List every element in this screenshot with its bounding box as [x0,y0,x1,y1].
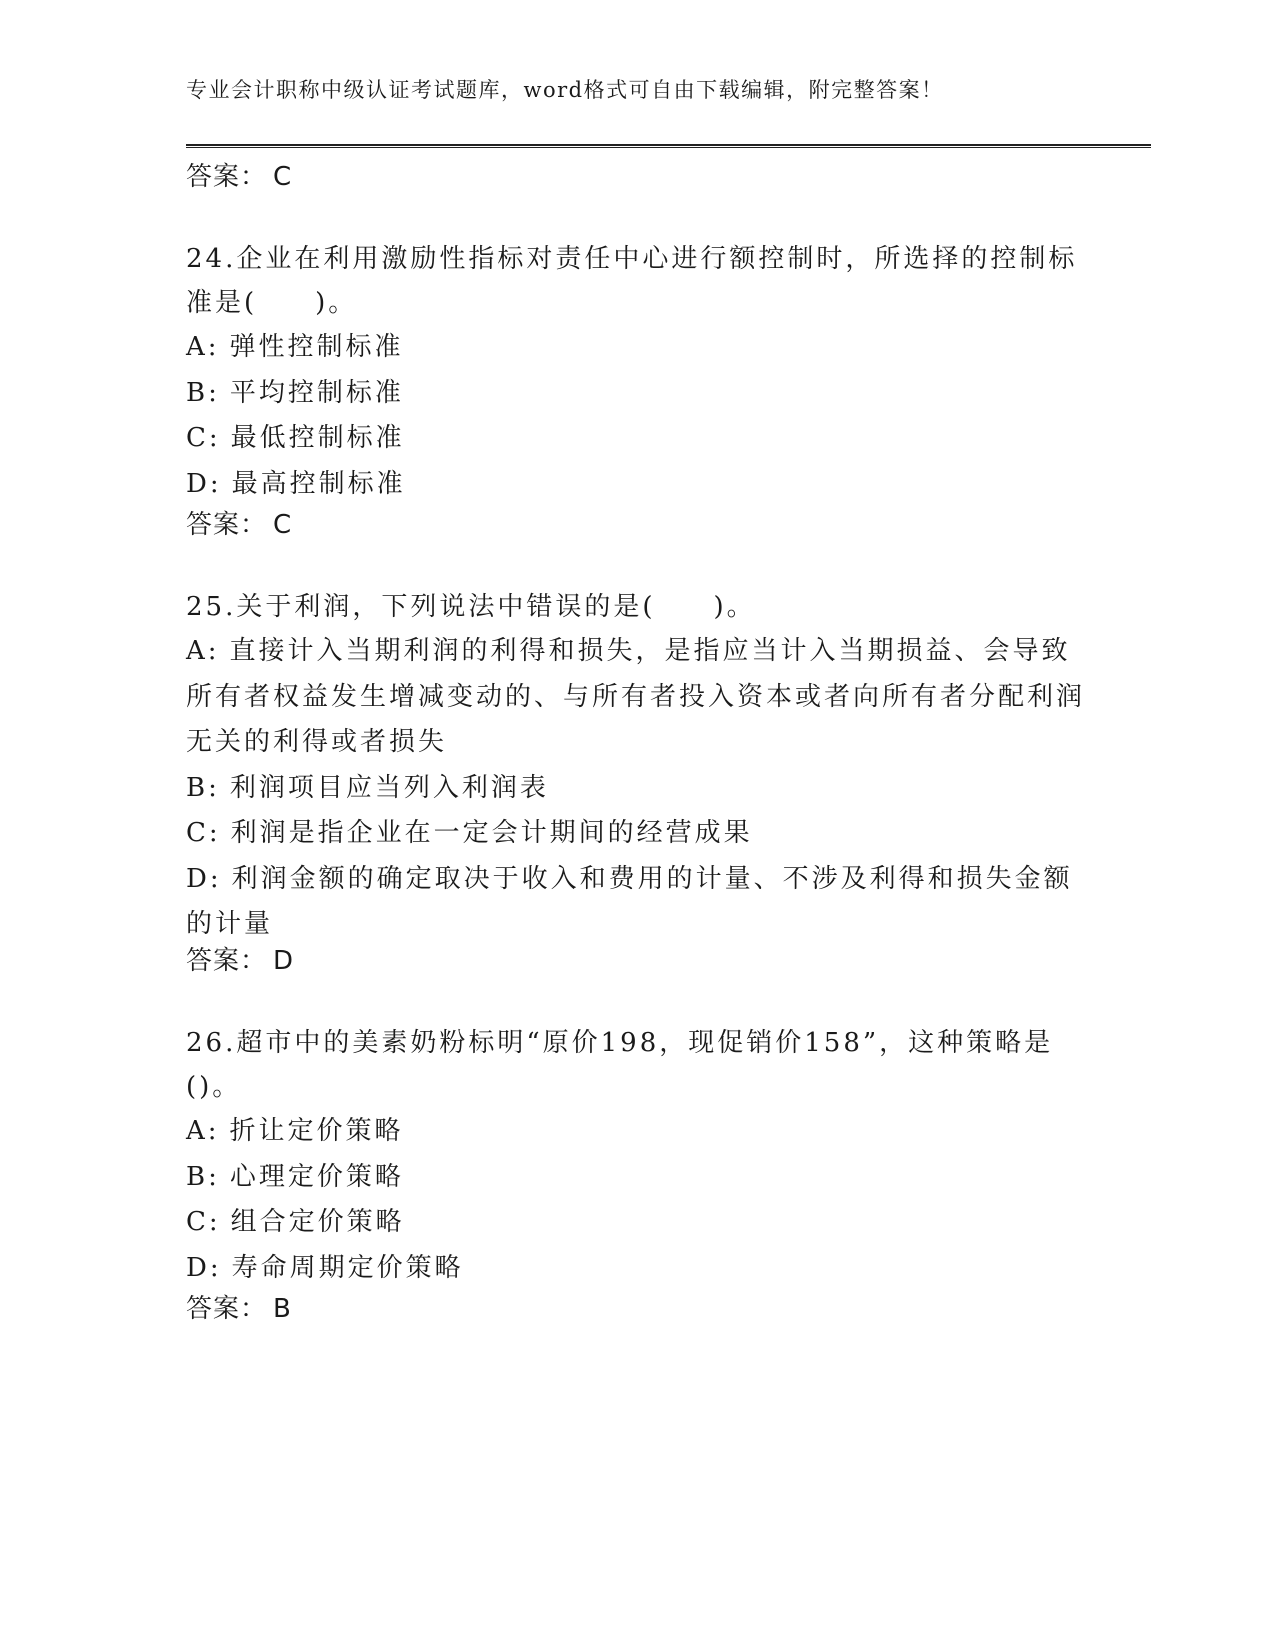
answer-label: 答案： [186,946,268,976]
option-a [186,325,1086,371]
option-text: 组合定价策略 [230,1207,405,1237]
option-d [186,462,1086,508]
answer-value: C [273,162,293,192]
option-b [186,766,1086,812]
question-stem: 26.超市中的美素奶粉标明“原价198，现促销价158”，这种策略是()。 [186,1028,1054,1102]
option-key: A: [186,636,220,666]
option-b [186,371,1086,417]
answer-26 [186,1288,292,1325]
previous-answer [186,156,292,193]
option-key: D: [186,468,222,499]
option-key: A: [186,1116,220,1146]
option-key: D: [186,863,222,894]
option-key: C: [186,423,221,453]
option-key: C: [186,818,221,848]
header-divider [186,144,1151,148]
option-c [186,1200,1086,1246]
option-text: 折让定价策略 [229,1116,404,1146]
answer-25 [186,940,294,977]
question-26 [186,1021,1086,1291]
option-key: B: [186,1161,220,1192]
option-text: 寿命周期定价策略 [231,1252,464,1283]
option-text: 平均控制标准 [229,377,404,408]
option-text: 心理定价策略 [229,1161,404,1192]
option-c [186,416,1086,462]
option-text: 最低控制标准 [230,423,405,453]
option-a [186,1109,1086,1155]
answer-value: B [273,1294,292,1324]
option-c [186,811,1086,857]
option-key: B: [186,772,220,803]
option-text: 直接计入当期利润的利得和损失，是指应当计入当期损益、会导致所有者权益发生增减变动的、与所有者投入资本或者向所有者分配利润无关的利得或者损失 [186,636,1086,757]
answer-label: 答案： [186,1294,268,1324]
option-key: B: [186,377,220,408]
answer-value: D [273,946,295,976]
option-key: A: [186,332,220,362]
option-key: C: [186,1207,221,1237]
option-d [186,1246,1086,1292]
question-25 [186,585,1086,948]
page-header: 专业会计职称中级认证考试题库，word格式可自由下载编辑，附完整答案！ [186,78,944,102]
option-key: D: [186,1252,222,1283]
option-text: 弹性控制标准 [229,332,404,362]
answer-label: 答案： [186,162,268,192]
option-b [186,1155,1086,1201]
question-stem: 24.企业在利用激励性指标对责任中心进行额控制时，所选择的控制标准是( )。 [186,244,1078,318]
option-text: 利润是指企业在一定会计期间的经营成果 [230,818,753,848]
option-text: 最高控制标准 [231,468,406,499]
answer-label: 答案： [186,510,268,540]
question-stem: 25.关于利润，下列说法中错误的是( )。 [186,592,756,622]
answer-24 [186,504,292,541]
option-d [186,857,1086,948]
question-24 [186,237,1086,507]
option-a [186,629,1086,766]
answer-value: C [273,510,293,540]
option-text: 利润金额的确定取决于收入和费用的计量、不涉及利得和损失金额的计量 [186,863,1073,939]
option-text: 利润项目应当列入利润表 [229,772,549,803]
